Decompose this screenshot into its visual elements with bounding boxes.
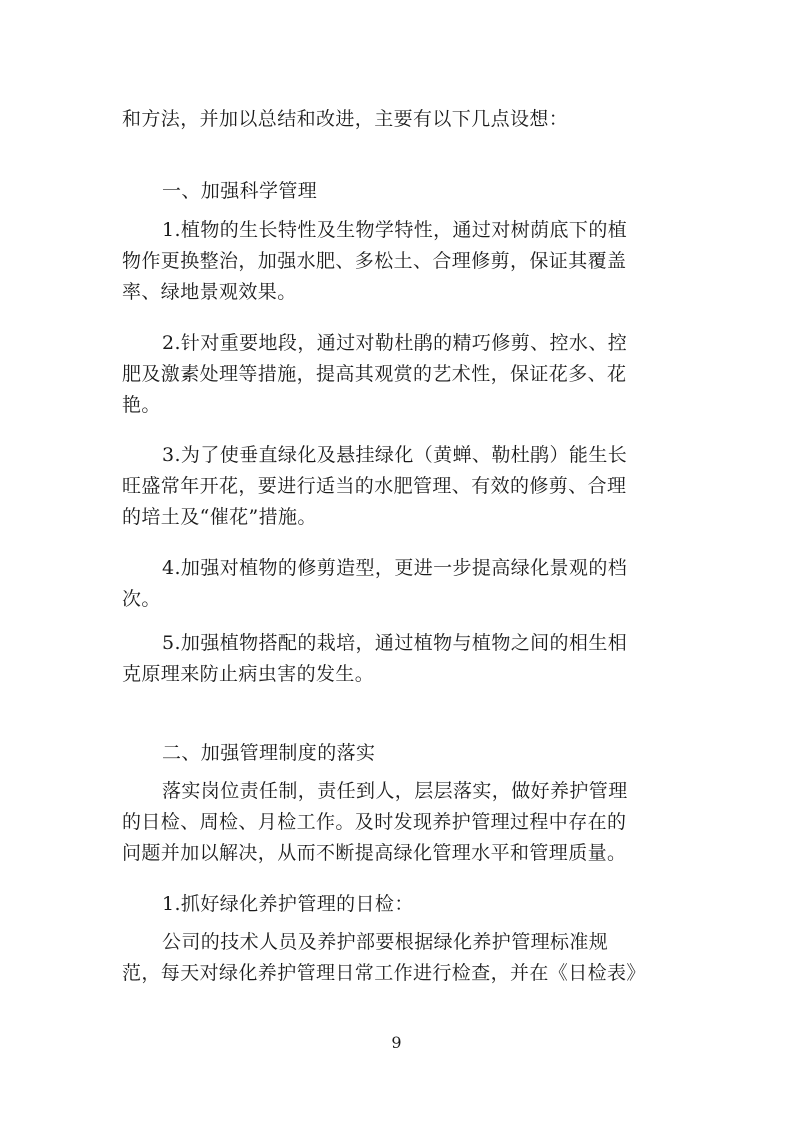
text-line: 物作更换整治，加强水肥、多松土、合理修剪，保证其覆盖 xyxy=(122,250,627,272)
section-2 xyxy=(122,738,674,769)
text-line: 2.针对重要地段，通过对勒杜鹃的精巧修剪、控水、控 xyxy=(162,332,628,354)
text-line: 3.为了使垂直绿化及悬挂绿化（黄蝉、勒杜鹃）能生长 xyxy=(162,444,628,466)
section-2-heading: 二、加强管理制度的落实 xyxy=(162,742,376,764)
text-line: 旺盛常年开花，要进行适当的水肥管理、有效的修剪、合理 xyxy=(122,475,627,497)
section-1-item-5 xyxy=(122,628,674,690)
text-line: 落实岗位责任制，责任到人，层层落实，做好养护管理 xyxy=(162,780,628,802)
text-line: 克原理来防止病虫害的发生。 xyxy=(122,663,375,685)
section-1-item-4 xyxy=(122,553,674,615)
text-line: 率、绿地景观效果。 xyxy=(122,281,297,303)
section-1-item-1 xyxy=(122,215,674,308)
text-line: 5.加强植物搭配的栽培，通过植物与植物之间的相生相 xyxy=(162,632,628,654)
intro-paragraph xyxy=(122,104,674,135)
page-number: 9 xyxy=(391,1033,402,1052)
text-line: 肥及激素处理等措施，提高其观赏的艺术性，保证花多、花 xyxy=(122,363,627,385)
text-line: 1.植物的生长特性及生物学特性，通过对树荫底下的植 xyxy=(162,219,628,241)
text-line: 次。 xyxy=(122,588,161,610)
text-line: 的培土及“催花”措施。 xyxy=(122,506,317,528)
section-1-heading: 一、加强科学管理 xyxy=(162,180,318,202)
section-2-paragraph-1 xyxy=(122,776,674,869)
section-2-item-1 xyxy=(122,889,674,920)
text-line: 范，每天对绿化养护管理日常工作进行检查，并在《日检表》 xyxy=(122,962,646,984)
section-1-item-3 xyxy=(122,440,674,533)
text-line: 4.加强对植物的修剪造型，更进一步提高绿化景观的档 xyxy=(162,557,628,579)
text-line: 公司的技术人员及养护部要根据绿化养护管理标准规 xyxy=(162,931,609,953)
section-2-item-1-title: 1.抓好绿化养护管理的日检： xyxy=(162,893,414,915)
text-line: 问题并加以解决，从而不断提高绿化管理水平和管理质量。 xyxy=(122,842,627,864)
section-2-paragraph-2 xyxy=(122,927,674,989)
text-line: 艳。 xyxy=(122,394,161,416)
section-1-item-2 xyxy=(122,328,674,421)
text-line: 的日检、周检、月检工作。及时发现养护管理过程中存在的 xyxy=(122,811,627,833)
section-1 xyxy=(122,176,674,207)
text-line: 和方法，并加以总结和改进，主要有以下几点设想： xyxy=(122,108,569,130)
